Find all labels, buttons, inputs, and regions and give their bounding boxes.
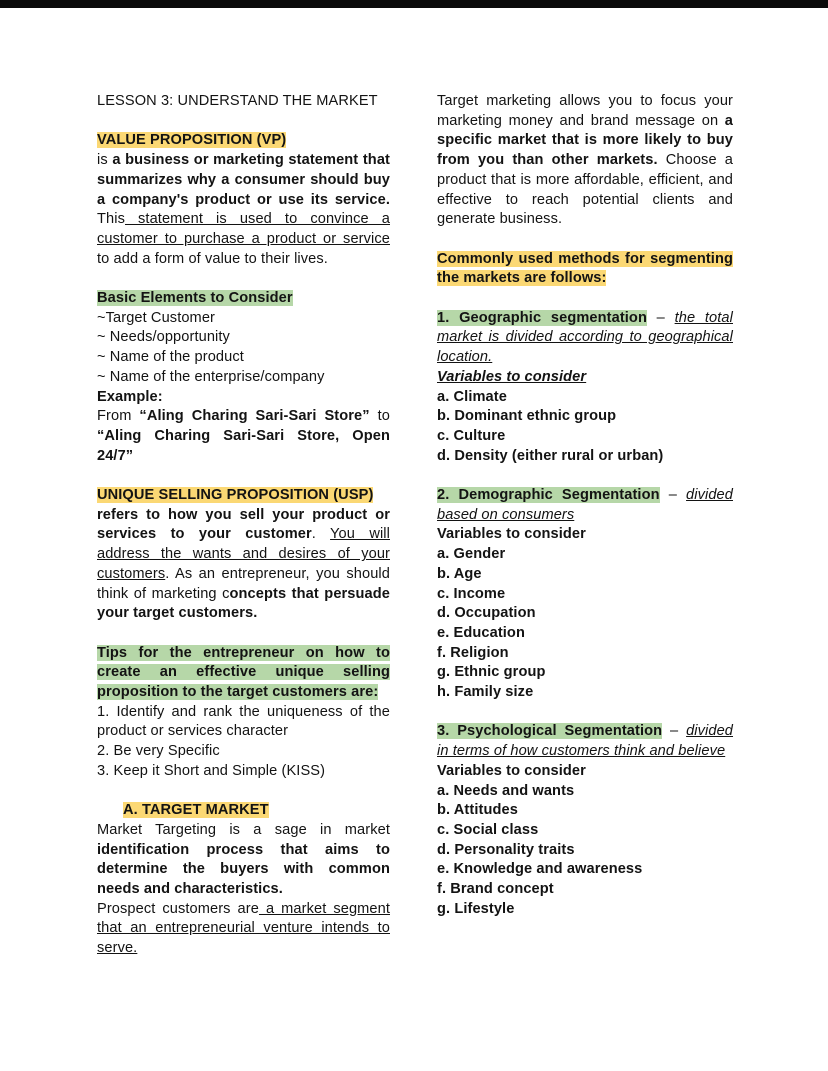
prospect-customers-paragraph [97, 900, 390, 959]
psychological-segmentation-paragraph [437, 722, 733, 761]
text-run: ~Target Customer [97, 309, 215, 326]
target-market-heading [97, 801, 390, 821]
variable-item [437, 880, 733, 900]
text-run: the total market is divided according to geographical location. [437, 309, 733, 366]
variable-item [437, 860, 733, 880]
text-run: a. Climate [437, 388, 507, 405]
demographic-segmentation-paragraph [437, 486, 733, 525]
text-run: . As an entrepreneur, you should think of marketing c [97, 565, 390, 602]
text-run: g. Lifestyle [437, 900, 515, 917]
variable-item [437, 841, 733, 861]
variable-item [437, 545, 733, 565]
text-run: statement is used to convince a customer to purchase a product or service [97, 211, 390, 247]
value-proposition-heading [97, 131, 390, 151]
blank-line [437, 703, 733, 723]
usp-paragraph [97, 506, 390, 624]
highlighted-text-run: 1. Geographic segmentation [437, 309, 647, 326]
text-run: Variables to consider [437, 368, 587, 385]
text-run: ~ Needs/opportunity [97, 329, 230, 346]
text-run: identification process that aims to determine the buyers with common needs and characteristics. [97, 841, 390, 898]
text-run: c. Culture [437, 427, 506, 444]
variable-item [437, 782, 733, 802]
text-run: b. Attitudes [437, 802, 518, 819]
text-run: is [97, 152, 113, 169]
highlighted-text-run: 2. Demographic Segmentation [437, 487, 660, 504]
highlighted-text-run: UNIQUE SELLING PROPOSITION (USP) [97, 487, 374, 504]
target-market-paragraph [97, 821, 390, 900]
variable-item [437, 447, 733, 467]
text-run: . [311, 526, 331, 543]
target-marketing-paragraph [437, 92, 733, 230]
blank-line [437, 289, 733, 309]
blank-line [97, 269, 390, 289]
variable-item [437, 683, 733, 703]
variable-item [437, 663, 733, 683]
text-run: – [646, 309, 675, 326]
text-run: e. Knowledge and awareness [437, 861, 643, 878]
variable-item [437, 407, 733, 427]
blank-line [97, 782, 390, 802]
text-run: 3. Keep it Short and Simple (KISS) [97, 762, 326, 779]
tip-item [97, 762, 390, 782]
text-run: You will address the wants and desires of your customers [97, 526, 390, 582]
geographic-segmentation-paragraph [437, 309, 733, 368]
tip-item [97, 703, 390, 742]
value-proposition-paragraph [97, 151, 390, 269]
text-run: d. Personality traits [437, 841, 575, 858]
highlighted-text-run: 3. Psychological Segmentation [437, 723, 663, 740]
example-label [97, 388, 390, 408]
text-run: Market Targeting is a sage in market [97, 821, 390, 838]
text-run: b. Dominant ethnic group [437, 408, 617, 425]
usp-heading [97, 486, 390, 506]
variable-item [437, 604, 733, 624]
text-run: ~ Name of the product [97, 349, 244, 366]
text-run: Variables to consider [437, 762, 586, 779]
text-run: c. Income [437, 585, 506, 602]
text-run: – [659, 487, 687, 504]
text-run: ~ Name of the enterprise/company [97, 368, 325, 385]
text-run: divided in terms of how customers think and believe [437, 723, 734, 760]
variable-item [437, 585, 733, 605]
variable-item [437, 427, 733, 447]
text-run: e. Education [437, 624, 525, 641]
variables-to-consider-heading [437, 762, 733, 782]
text-run: g. Ethnic group [437, 664, 546, 681]
text-run: This [97, 211, 125, 228]
text-run: Prospect customers are [97, 900, 259, 917]
highlighted-text-run: Basic Elements to Consider [97, 290, 293, 306]
variable-item [437, 801, 733, 821]
tip-item [97, 742, 390, 762]
text-run: “Aling Charing Sari-Sari Store, Open 24/7” [97, 427, 390, 464]
basic-element-item [97, 309, 390, 329]
text-run: a market segment that an entrepreneurial venture intends to serve. [97, 900, 390, 957]
text-run: – [662, 723, 687, 740]
variable-item [437, 644, 733, 664]
variable-item [437, 388, 733, 408]
highlighted-text-run: Commonly used methods for segmenting the markets are follows: [437, 250, 733, 287]
text-run: Example: [97, 388, 163, 405]
text-run: to [369, 408, 390, 425]
text-run: a specific market that is more likely to buy from you than other markets. [437, 112, 733, 169]
scan-top-edge [0, 0, 828, 8]
highlighted-text-run: A. TARGET MARKET [123, 802, 269, 819]
text-run: a. Gender [437, 546, 506, 563]
basic-elements-heading [97, 289, 390, 309]
text-run: Variables to consider [437, 526, 586, 543]
text-run: 1. Identify and rank the uniqueness of the product or services character [97, 703, 390, 740]
variable-item [437, 565, 733, 585]
text-run: h. Family size [437, 684, 534, 701]
text-run: “Aling Charing Sari-Sari Store” [139, 408, 370, 425]
text-run: a. Needs and wants [437, 782, 575, 799]
text-run: a business or marketing statement that summarizes why a consumer should buy a company's product or use its service. [97, 152, 390, 208]
text-run: b. Age [437, 565, 482, 582]
text-run: oncepts that persuade your target customers. [97, 585, 390, 622]
right-column [437, 92, 733, 959]
basic-element-item [97, 328, 390, 348]
text-run: d. Occupation [437, 605, 536, 622]
example-paragraph [97, 407, 390, 466]
text-run: From [97, 408, 140, 425]
text-run: d. Density (either rural or urban) [437, 447, 664, 464]
highlighted-text-run: VALUE PROPOSITION (VP) [97, 132, 287, 149]
variable-item [437, 900, 733, 920]
basic-element-item [97, 348, 390, 368]
tips-heading [97, 644, 390, 703]
text-run: Choose a product that is more affordable, efficient, and effective to reach potential clients and generate business. [437, 152, 733, 228]
lesson-title [97, 92, 390, 112]
blank-line [97, 466, 390, 486]
text-run: Target marketing allows you to focus your marketing money and brand message on [437, 93, 733, 129]
text-run: divided based on consumers [437, 487, 733, 523]
blank-line [97, 112, 390, 132]
blank-line [97, 624, 390, 644]
left-column [97, 92, 390, 959]
variables-to-consider-heading [437, 368, 733, 388]
text-run: refers to how you sell your product or services to your customer [97, 506, 390, 543]
blank-line [437, 466, 733, 486]
basic-element-item [97, 368, 390, 388]
text-run: 2. Be very Specific [97, 743, 220, 760]
text-run: c. Social class [437, 821, 539, 838]
text-run: f. Brand concept [437, 881, 554, 898]
text-run: LESSON 3: UNDERSTAND THE MARKET [97, 93, 378, 109]
text-run: f. Religion [437, 644, 509, 661]
highlighted-text-run: Tips for the entrepreneur on how to create an effective unique selling proposition to the target customers are: [97, 644, 390, 701]
two-column-layout [97, 92, 733, 959]
segmentation-methods-heading [437, 250, 733, 289]
blank-line [437, 230, 733, 250]
text-run: to add a form of value to their lives. [97, 250, 328, 267]
variable-item [437, 821, 733, 841]
variables-to-consider-heading [437, 525, 733, 545]
variable-item [437, 624, 733, 644]
